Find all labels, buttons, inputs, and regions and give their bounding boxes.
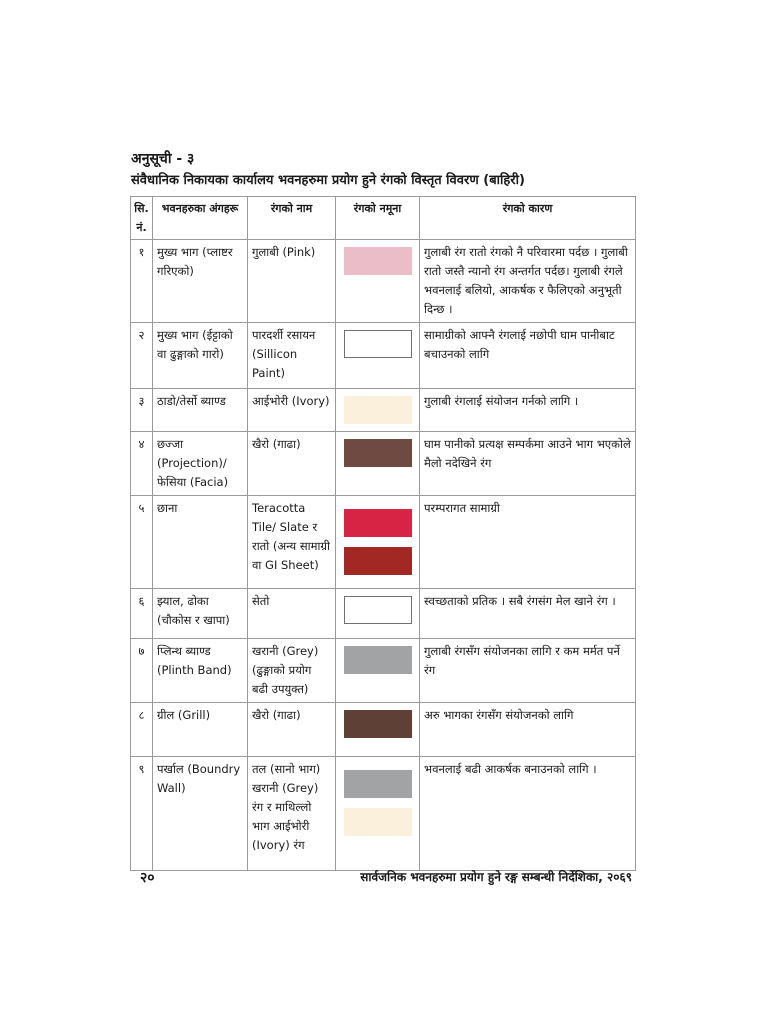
table-row xyxy=(131,639,636,703)
table-row xyxy=(131,432,636,496)
header-color-name: रंगको नाम xyxy=(248,197,336,240)
color-swatch xyxy=(344,247,412,275)
row-number: ८ xyxy=(131,703,153,757)
table-row xyxy=(131,757,636,871)
color-name: खैरो (गाढा) xyxy=(248,432,336,496)
color-reason: अरु भागका रंगसँग संयोजनको लागि xyxy=(420,703,636,757)
color-name: सेतो xyxy=(248,589,336,639)
color-sample-cell xyxy=(336,389,420,432)
building-part: मुख्य भाग (ईट्टाको वा ढुङ्गाको गारो) xyxy=(153,323,248,389)
table-row xyxy=(131,496,636,589)
color-sample-cell xyxy=(336,639,420,703)
color-swatch xyxy=(344,330,412,358)
color-sample-cell xyxy=(336,496,420,589)
row-number: २ xyxy=(131,323,153,389)
color-sample-cell xyxy=(336,432,420,496)
table-row xyxy=(131,703,636,757)
color-reason: गुलाबी रंगलाई संयोजन गर्नको लागि । xyxy=(420,389,636,432)
table-header-row xyxy=(131,197,636,240)
color-reason: घाम पानीको प्रत्यक्ष सम्पर्कमा आउने भाग भएकोले मैलो नदेखिने रंग xyxy=(420,432,636,496)
color-swatch xyxy=(344,396,412,424)
color-name: पारदर्शी रसायन (Sillicon Paint) xyxy=(248,323,336,389)
color-sample-cell xyxy=(336,757,420,871)
color-swatch xyxy=(344,710,412,738)
color-name: Teracotta Tile/ Slate र रातो (अन्य सामाग्री वा GI Sheet) xyxy=(248,496,336,589)
table-row xyxy=(131,323,636,389)
header-part: भवनहरुका अंगहरू xyxy=(153,197,248,240)
table-row xyxy=(131,240,636,323)
building-part: पर्खाल (Boundry Wall) xyxy=(153,757,248,871)
building-part: प्लिन्थ ब्याण्ड (Plinth Band) xyxy=(153,639,248,703)
building-part: छाना xyxy=(153,496,248,589)
color-swatch xyxy=(344,646,412,674)
color-swatch xyxy=(344,547,412,575)
building-part: ग्रील (Grill) xyxy=(153,703,248,757)
row-number: ६ xyxy=(131,589,153,639)
building-part: झ्याल, ढोका (चौकोस र खापा) xyxy=(153,589,248,639)
header-sn: सि.नं. xyxy=(131,197,153,240)
color-reason: सामाग्रीको आफ्नै रंगलाई नछोपी घाम पानीबाट बचाउनको लागि xyxy=(420,323,636,389)
color-swatch xyxy=(344,596,412,624)
color-sample-cell xyxy=(336,323,420,389)
row-number: ३ xyxy=(131,389,153,432)
color-swatch xyxy=(344,439,412,467)
table-row xyxy=(131,389,636,432)
color-swatch xyxy=(344,509,412,537)
color-reason: गुलाबी रंगसँग संयोजनका लागि र कम मर्मत पर्ने रंग xyxy=(420,639,636,703)
color-reason: गुलाबी रंग रातो रंगको नै परिवारमा पर्दछ । गुलाबी रातो जस्तै न्यानो रंग अन्तर्गत पर्दछ। गुलाबी रंगले भवनलाई बलियो, आकर्षक र फैलिएको अनुभूती दिन्छ । xyxy=(420,240,636,323)
page-title: संवैधानिक निकायका कार्यालय भवनहरुमा प्रयोग हुने रंगको विस्तृत विवरण (बाहिरी) xyxy=(131,173,525,188)
color-reason: भवनलाई बढी आकर्षक बनाउनको लागि । xyxy=(420,757,636,871)
page-header xyxy=(131,148,641,190)
row-number: ७ xyxy=(131,639,153,703)
annex-label: अनुसूची - ३ xyxy=(131,151,195,167)
color-reason: स्वच्छताको प्रतिक । सबै रंगसंग मेल खाने रंग । xyxy=(420,589,636,639)
row-number: ९ xyxy=(131,757,153,871)
color-name: खैरो (गाढा) xyxy=(248,703,336,757)
header-sample: रंगको नमूना xyxy=(336,197,420,240)
color-swatch xyxy=(344,770,412,798)
building-part: छज्जा (Projection)/ फेसिया (Facia) xyxy=(153,432,248,496)
header-reason: रंगको कारण xyxy=(420,197,636,240)
color-sample-cell xyxy=(336,589,420,639)
building-part: ठाडो/तेर्सो ब्याण्ड xyxy=(153,389,248,432)
color-sample-cell xyxy=(336,703,420,757)
color-name: खरानी (Grey) (ढुङ्गाको प्रयोग बढी उपयुक्त) xyxy=(248,639,336,703)
color-name: गुलाबी (Pink) xyxy=(248,240,336,323)
footer-title: सार्वजनिक भवनहरुमा प्रयोग हुने रङ्ग सम्बन्धी निर्देशिका, २०६९ xyxy=(360,870,632,884)
row-number: ५ xyxy=(131,496,153,589)
table-row xyxy=(131,589,636,639)
building-part: मुख्य भाग (प्लाष्टर गरिएको) xyxy=(153,240,248,323)
color-swatch xyxy=(344,808,412,836)
color-specification-table xyxy=(130,196,636,871)
row-number: १ xyxy=(131,240,153,323)
row-number: ४ xyxy=(131,432,153,496)
color-name: तल (सानो भाग) खरानी (Grey) रंग र माथिल्लो भाग आईभोरी (Ivory) रंग xyxy=(248,757,336,871)
color-sample-cell xyxy=(336,240,420,323)
page-number: २० xyxy=(140,870,155,886)
color-name: आईभोरी (Ivory) xyxy=(248,389,336,432)
color-reason: परम्परागत सामाग्री xyxy=(420,496,636,589)
